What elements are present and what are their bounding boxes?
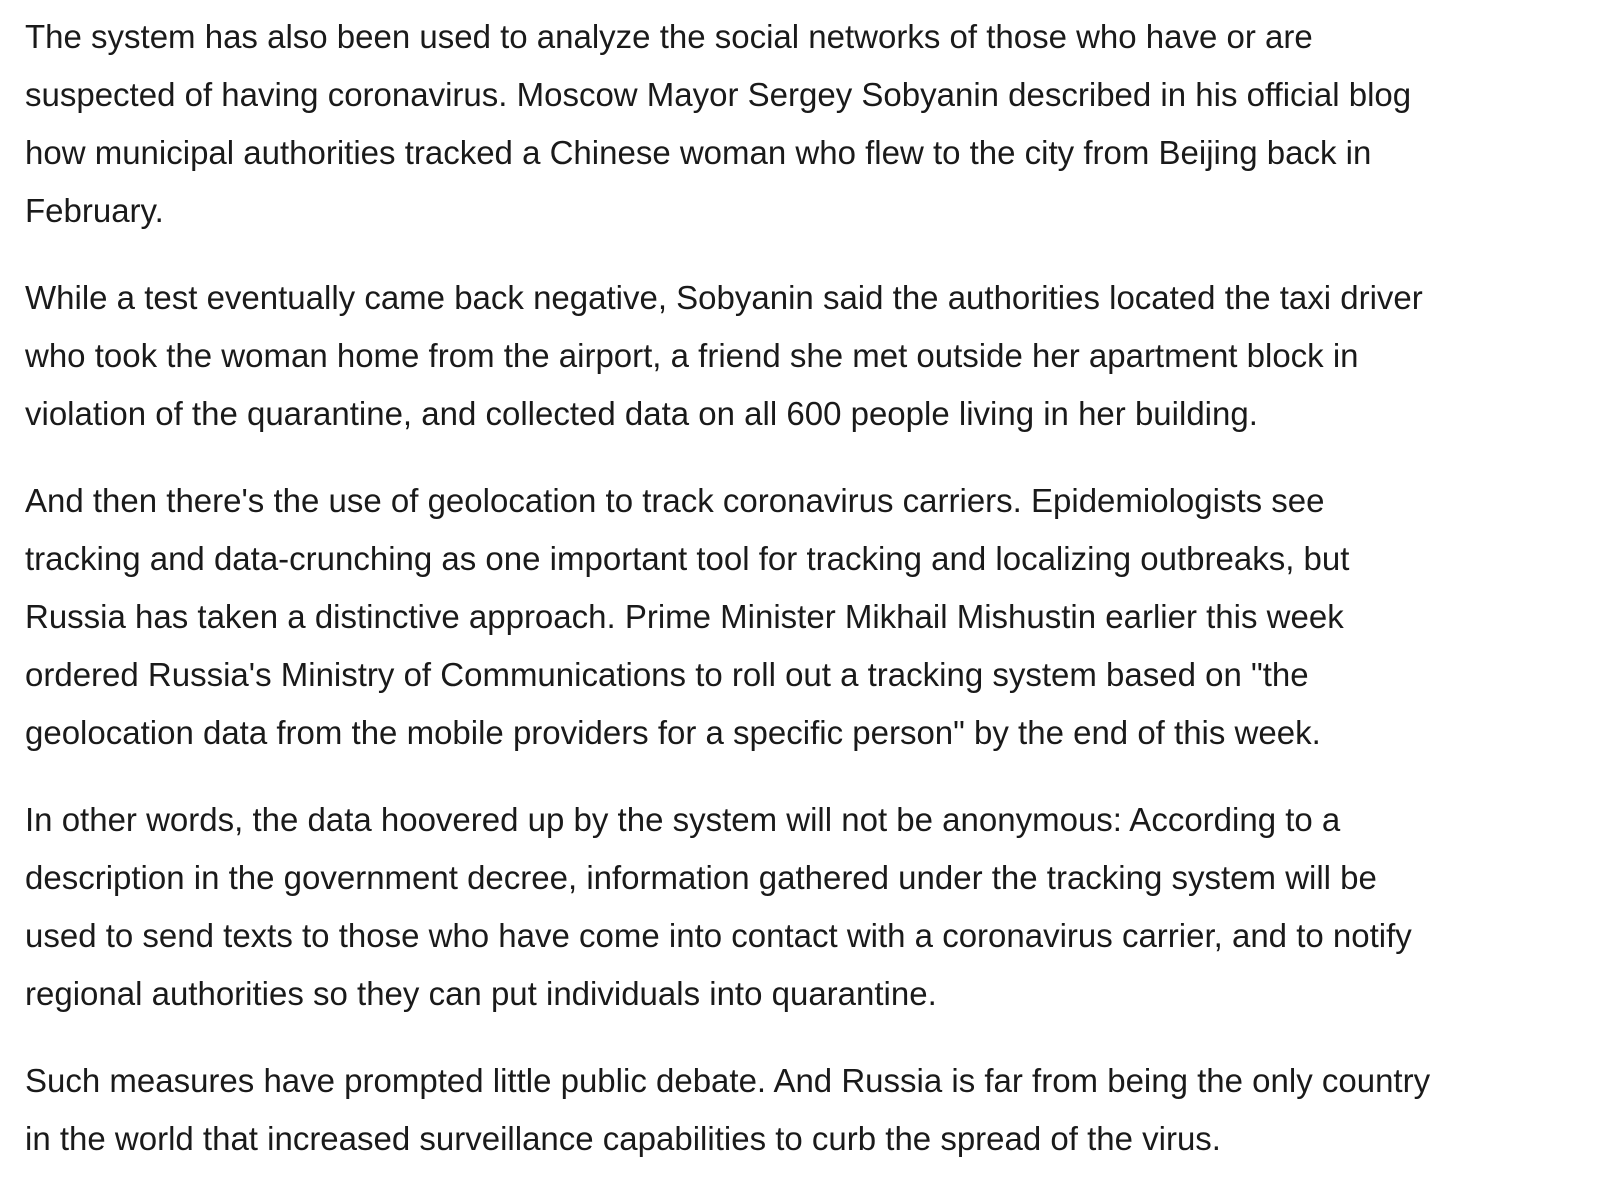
article-body: [25, 8, 1585, 1197]
paragraph-line: how municipal authorities tracked a Chinese woman who flew to the city from Beijing back in: [25, 134, 1372, 171]
paragraph-line: description in the government decree, information gathered under the tracking system will be: [25, 859, 1377, 896]
paragraph-line: suspected of having coronavirus. Moscow Mayor Sergey Sobyanin described in his official blog: [25, 76, 1412, 113]
paragraph-5: [25, 1052, 1585, 1168]
paragraph-line: Such measures have prompted little public debate. And Russia is far from being the only country: [25, 1062, 1431, 1099]
paragraph-line: The system has also been used to analyze the social networks of those who have or are: [25, 18, 1313, 55]
paragraph-line: February.: [25, 192, 164, 229]
paragraph-1: [25, 8, 1585, 240]
paragraph-line: who took the woman home from the airport, a friend she met outside her apartment block in: [25, 337, 1359, 374]
paragraph-line: In other words, the data hoovered up by the system will not be anonymous: According to a: [25, 801, 1341, 838]
paragraph-4: [25, 791, 1585, 1023]
paragraph-line: ordered Russia's Ministry of Communications to roll out a tracking system based on "the: [25, 656, 1309, 693]
paragraph-2: [25, 269, 1585, 443]
paragraph-3: [25, 472, 1585, 762]
paragraph-line: And then there's the use of geolocation to track coronavirus carriers. Epidemiologists see: [25, 482, 1325, 519]
paragraph-line: Russia has taken a distinctive approach. Prime Minister Mikhail Mishustin earlier this week: [25, 598, 1344, 635]
paragraph-line: used to send texts to those who have come into contact with a coronavirus carrier, and to notify: [25, 917, 1412, 954]
paragraph-line: violation of the quarantine, and collected data on all 600 people living in her building.: [25, 395, 1258, 432]
paragraph-line: While a test eventually came back negative, Sobyanin said the authorities located the taxi driver: [25, 279, 1423, 316]
paragraph-line: geolocation data from the mobile providers for a specific person" by the end of this week.: [25, 714, 1321, 751]
paragraph-line: regional authorities so they can put individuals into quarantine.: [25, 975, 937, 1012]
paragraph-line: tracking and data-crunching as one important tool for tracking and localizing outbreaks, but: [25, 540, 1350, 577]
paragraph-line: in the world that increased surveillance capabilities to curb the spread of the virus.: [25, 1120, 1221, 1157]
